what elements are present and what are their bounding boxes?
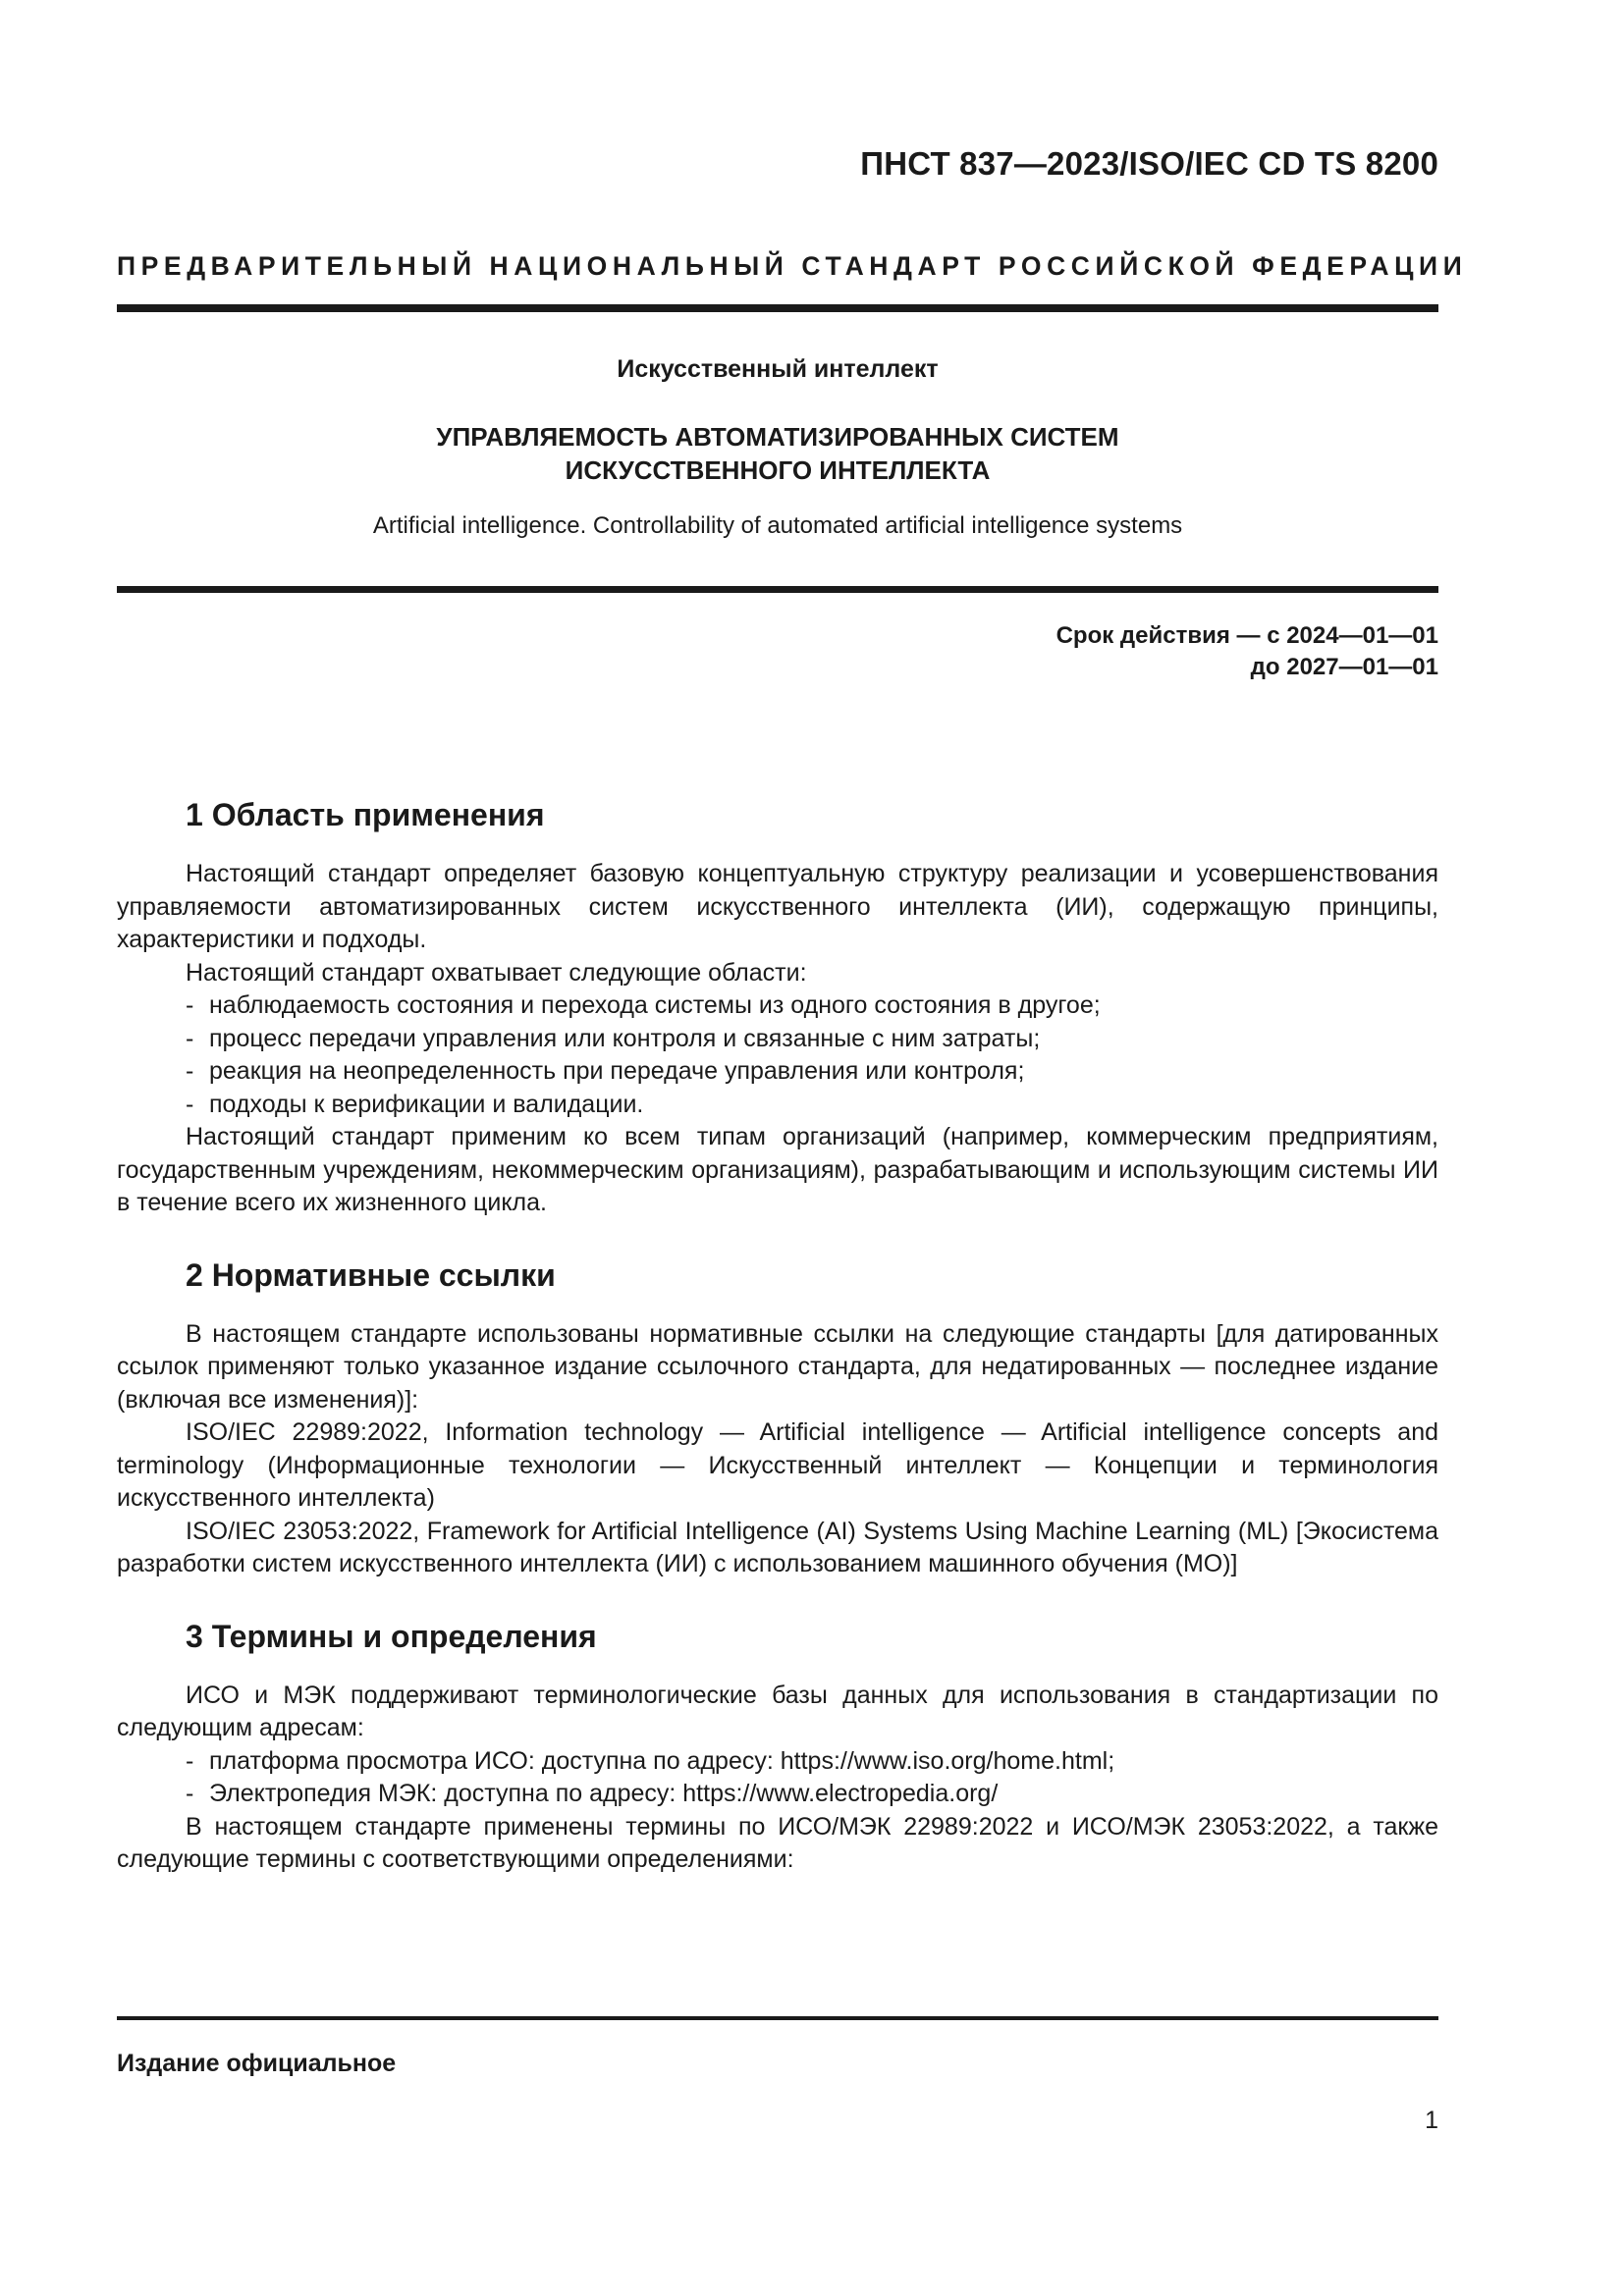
- section-normative-references: [117, 1255, 1438, 1581]
- paragraph: В настоящем стандарте применены термины по ИСО/МЭК 22989:2022 и ИСО/МЭК 23053:2022, а также следующие термины с соответствующими определениями:: [117, 1812, 1438, 1873]
- validity-start: Срок действия — с 2024—01—01: [1056, 622, 1438, 649]
- section-heading: 2 Нормативные ссылки: [186, 1256, 556, 1293]
- list-item: - подходы к верификации и валидации.: [186, 1090, 644, 1118]
- paragraph: Настоящий стандарт определяет базовую концептуальную структуру реализации и усовершенствования управляемости автоматизированных систем искусственного интеллекта (ИИ), содержащую принципы, характеристики и подходы.: [117, 860, 1438, 953]
- section-terms: [117, 1617, 1438, 1877]
- standard-type: ПРЕДВАРИТЕЛЬНЫЙ НАЦИОНАЛЬНЫЙ СТАНДАРТ РОССИЙСКОЙ ФЕДЕРАЦИИ: [117, 251, 1468, 281]
- section-heading: 1 Область применения: [186, 797, 545, 832]
- list-item: - наблюдаемость состояния и перехода системы из одного состояния в другое;: [186, 991, 1101, 1019]
- reference-entry: ISO/IEC 23053:2022, Framework for Artificial Intelligence (AI) Systems Using Machine Learning (ML) [Экосистема разработки систем искусственного интеллекта (ИИ) с использованием машинного обучения (МО)]: [117, 1517, 1438, 1577]
- english-title: Artificial intelligence. Controllability of automated artificial intelligence systems: [372, 512, 1183, 539]
- document-title-line-2: ИСКУССТВЕННОГО ИНТЕЛЛЕКТА: [565, 455, 991, 485]
- paragraph: В настоящем стандарте использованы нормативные ссылки на следующие стандарты [для датированных ссылок применяют только указанное издание ссылочного стандарта, для недатированных — последнее издание (включая все изменения)]:: [117, 1319, 1438, 1414]
- footer-divider: [117, 2016, 1438, 2020]
- paragraph: Настоящий стандарт охватывает следующие области:: [186, 958, 807, 987]
- document-title: [117, 420, 1438, 487]
- standard-designation: ПНСТ 837—2023/ISO/IEC CD TS 8200: [860, 145, 1438, 182]
- document-subject: Искусственный интеллект: [617, 355, 939, 383]
- reference-entry: ISO/IEC 22989:2022, Information technology — Artificial intelligence — Artificial intelligence concepts and terminology (Информационные технологии — Искусственный интеллект — Концепции и терминология искусственного интеллекта): [117, 1418, 1438, 1512]
- list-item: - платформа просмотра ИСО: доступна по адресу: https://www.iso.org/home.html;: [186, 1746, 1115, 1775]
- paragraph: Настоящий стандарт применим ко всем типам организаций (например, коммерческим предприятиям, государственным учреждениям, некоммерческим организациям), разрабатывающим и использующим системы ИИ в течение всего их жизненного цикла.: [117, 1123, 1438, 1216]
- validity-end: до 2027—01—01: [1250, 654, 1438, 680]
- paragraph: ИСО и МЭК поддерживают терминологические базы данных для использования в стандартизации по следующим адресам:: [117, 1681, 1438, 1741]
- header-divider: [117, 304, 1438, 312]
- document-title-line-1: УПРАВЛЯЕМОСТЬ АВТОМАТИЗИРОВАННЫХ СИСТЕМ: [436, 422, 1119, 452]
- list-item: - процесс передачи управления или контроля и связанные с ним затраты;: [186, 1024, 1041, 1052]
- list-item: - реакция на неопределенность при передаче управления или контроля;: [186, 1057, 1025, 1085]
- document-page: [117, 0, 1468, 2296]
- document-body: [117, 795, 1438, 1877]
- official-edition-label: Издание официальное: [117, 2050, 397, 2077]
- validity-period: [1056, 620, 1438, 683]
- section-heading: 3 Термины и определения: [186, 1618, 597, 1654]
- list-item: - Электропедия МЭК: доступна по адресу: https://www.electropedia.org/: [186, 1780, 999, 1807]
- section-scope: [117, 795, 1438, 1220]
- title-divider: [117, 586, 1438, 593]
- page-number: 1: [1425, 2107, 1438, 2134]
